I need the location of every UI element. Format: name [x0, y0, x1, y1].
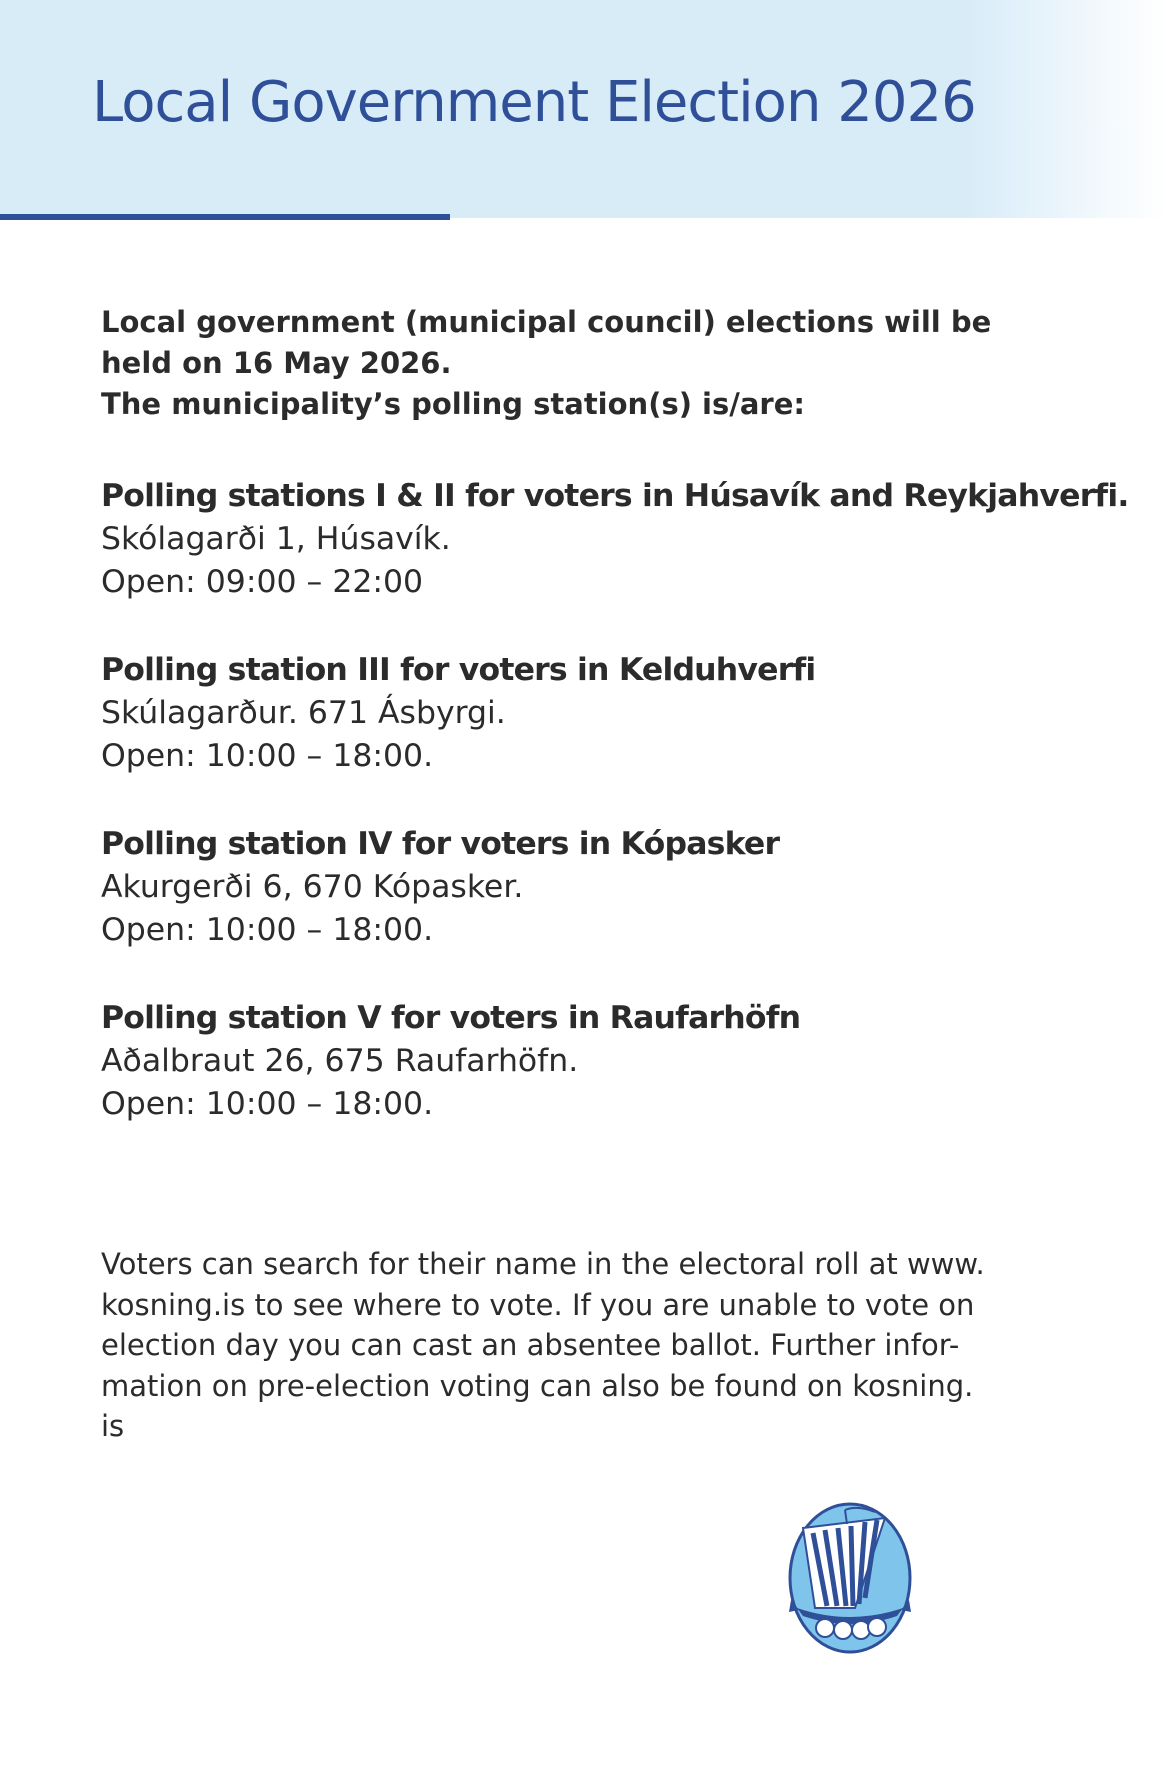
- station-name: Polling station III for voters in Kelduhverfi: [101, 652, 816, 688]
- station-address: Skólagarði 1, Húsavík.: [101, 521, 451, 557]
- header-banner: [0, 0, 1166, 218]
- polling-stations-list: [101, 474, 1129, 1170]
- polling-station: [101, 822, 1101, 996]
- station-address: Skúlagarður. 671 Ásbyrgi.: [101, 695, 506, 731]
- station-name: Polling station IV for voters in Kópasker: [101, 826, 780, 862]
- station-hours: Open: 10:00 – 18:00.: [101, 738, 434, 774]
- header-accent-rule: [0, 214, 450, 220]
- footer-line: kosning.is to see where to vote. If you are unable to vote on: [101, 1287, 975, 1322]
- footer-line: Voters can search for their name in the electoral roll at www.: [101, 1247, 985, 1281]
- intro-line: The municipality’s polling station(s) is/are:: [101, 387, 805, 421]
- municipal-coat-of-arms-ship-icon: [785, 1488, 915, 1658]
- intro-paragraph: [101, 302, 1061, 425]
- intro-line: Local government (municipal council) elections will be: [101, 305, 992, 339]
- station-hours: Open: 10:00 – 18:00.: [101, 912, 434, 948]
- footer-line: election day you can cast an absentee ballot. Further infor-: [101, 1328, 960, 1362]
- voter-info-paragraph: [101, 1244, 1081, 1447]
- station-name: Polling stations I & II for voters in Húsavík and Reykjahverfi.: [101, 478, 1129, 514]
- station-hours: Open: 10:00 – 18:00.: [101, 1086, 434, 1122]
- footer-line: is: [101, 1409, 125, 1443]
- station-address: Aðalbraut 26, 675 Raufarhöfn.: [101, 1043, 579, 1079]
- station-hours: Open: 09:00 – 22:00: [101, 564, 424, 600]
- footer-line: mation on pre-election voting can also be found on kosning.: [101, 1368, 974, 1403]
- polling-station: [101, 996, 1101, 1170]
- polling-station: [101, 648, 1101, 822]
- polling-station: [101, 474, 1129, 648]
- intro-line: held on 16 May 2026.: [101, 346, 452, 380]
- station-address: Akurgerði 6, 670 Kópasker.: [101, 869, 524, 905]
- station-name: Polling station V for voters in Raufarhöfn: [101, 1000, 801, 1036]
- page-title: Local Government Election 2026: [92, 70, 976, 135]
